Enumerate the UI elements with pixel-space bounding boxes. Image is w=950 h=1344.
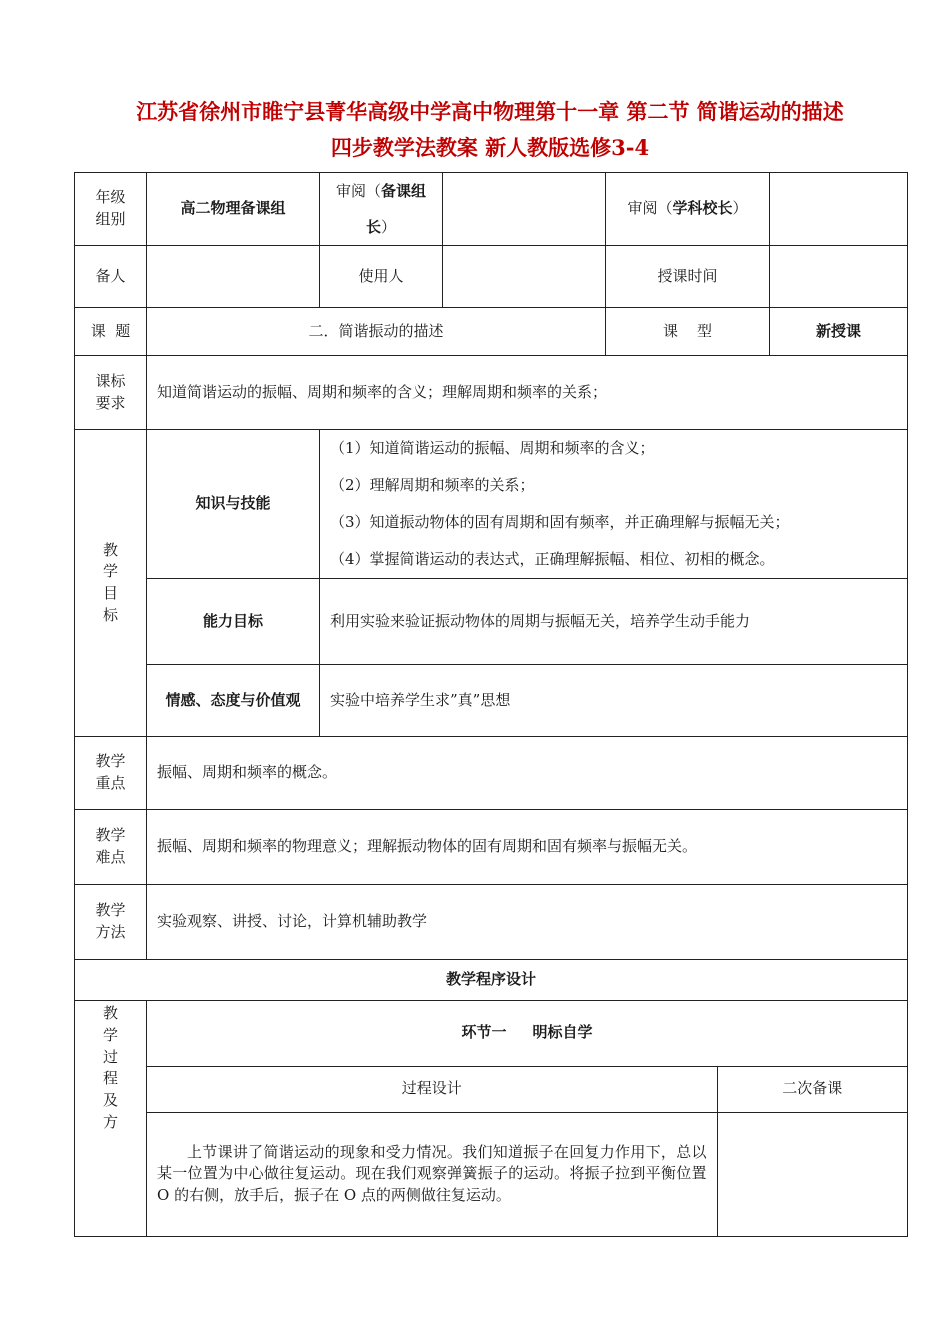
header-row-2 <box>75 246 908 308</box>
knowledge-items <box>320 430 908 579</box>
user-value <box>443 246 606 308</box>
emotion-text: 实验中培养学生求”真”思想 <box>320 665 908 737</box>
standard-label: 课标 要求 <box>75 356 147 430</box>
stage-title: 环节一 明标自学 <box>147 1001 907 1066</box>
type-value: 新授课 <box>770 308 908 356</box>
methods-row <box>75 885 908 960</box>
standard-text: 知道简谐运动的振幅、周期和频率的含义；理解周期和频率的关系； <box>147 356 908 430</box>
second-prep-cell <box>717 1112 907 1236</box>
program-inner-table <box>147 1001 907 1236</box>
time-value <box>770 246 908 308</box>
prep-value <box>147 246 320 308</box>
grade-label-cell <box>75 173 147 246</box>
ability-text: 利用实验来验证振动物体的周期与振幅无关，培养学生动手能力 <box>320 579 908 665</box>
key-points-row <box>75 737 908 810</box>
knowledge-item: （4）掌握简谐运动的表达式，正确理解振幅、相位、初相的概念。 <box>330 550 775 568</box>
grade-label-line1: 年级 <box>95 188 126 207</box>
objective-emotion-row <box>75 665 908 737</box>
process-paragraph: 上节课讲了简谐运动的现象和受力情况。我们知道振子在回复力作用下，总以某一位置为中心做往复运动。现在我们观察弹簧振子的运动。将振子拉到平衡位置 O 的右侧，放手后，振子在 O 点的两侧做往复运动。 <box>147 1112 717 1236</box>
topic-value: 二．简谐振动的描述 <box>147 308 606 356</box>
objective-knowledge-row <box>75 430 908 579</box>
program-content <box>147 1001 908 1237</box>
document-title-line1: 江苏省徐州市睢宁县菁华高级中学高中物理第十一章 第二节 简谐运动的描述 <box>136 99 844 124</box>
prep-label: 备人 <box>75 246 147 308</box>
knowledge-item: （1）知道简谐运动的振幅、周期和频率的含义； <box>330 439 655 457</box>
review-principal-label: 审阅（学科校长） <box>606 173 770 246</box>
key-points-label: 教学 重点 <box>75 737 147 810</box>
review-principal-value <box>770 173 908 246</box>
process-design-header: 过程设计 <box>147 1066 717 1112</box>
review-group-leader-value <box>443 173 606 246</box>
lesson-plan-table <box>74 172 908 1237</box>
methods-label: 教学 方法 <box>75 885 147 960</box>
ability-label: 能力目标 <box>147 579 320 665</box>
header-row-1 <box>75 173 908 246</box>
user-label: 使用人 <box>320 246 443 308</box>
difficulties-row <box>75 810 908 885</box>
knowledge-item: （3）知道振动物体的固有周期和固有频率，并正确理解与振幅无关； <box>330 513 790 531</box>
grade-label-line2: 组别 <box>95 210 126 228</box>
review-group-leader-label: 审阅（备课组 长） <box>320 173 443 246</box>
topic-row <box>75 308 908 356</box>
time-label: 授课时间 <box>606 246 770 308</box>
standard-row <box>75 356 908 430</box>
grade-value: 高二物理备课组 <box>147 173 320 246</box>
emotion-label: 情感、态度与价值观 <box>147 665 320 737</box>
methods-text: 实验观察、讲授、讨论，计算机辅助教学 <box>147 885 908 960</box>
program-heading: 教学程序设计 <box>75 960 908 1001</box>
second-prep-header: 二次备课 <box>717 1066 907 1112</box>
knowledge-label: 知识与技能 <box>147 430 320 579</box>
difficulties-label: 教学 难点 <box>75 810 147 885</box>
knowledge-item: （2）理解周期和频率的关系； <box>330 476 535 494</box>
objective-ability-row <box>75 579 908 665</box>
program-side-label: 教 学 过 程 及 方 <box>75 1001 147 1237</box>
difficulties-text: 振幅、周期和频率的物理意义；理解振动物体的固有周期和固有频率与振幅无关。 <box>147 810 908 885</box>
objectives-label: 教 学 目 标 <box>75 430 147 737</box>
type-label: 课 型 <box>606 308 770 356</box>
program-body-row <box>75 1001 908 1237</box>
document-title-line2: 四步教学法教案 新人教版选修3-4 <box>330 135 650 160</box>
key-points-text: 振幅、周期和频率的概念。 <box>147 737 908 810</box>
program-heading-row <box>75 960 908 1001</box>
topic-label: 课 题 <box>75 308 147 356</box>
